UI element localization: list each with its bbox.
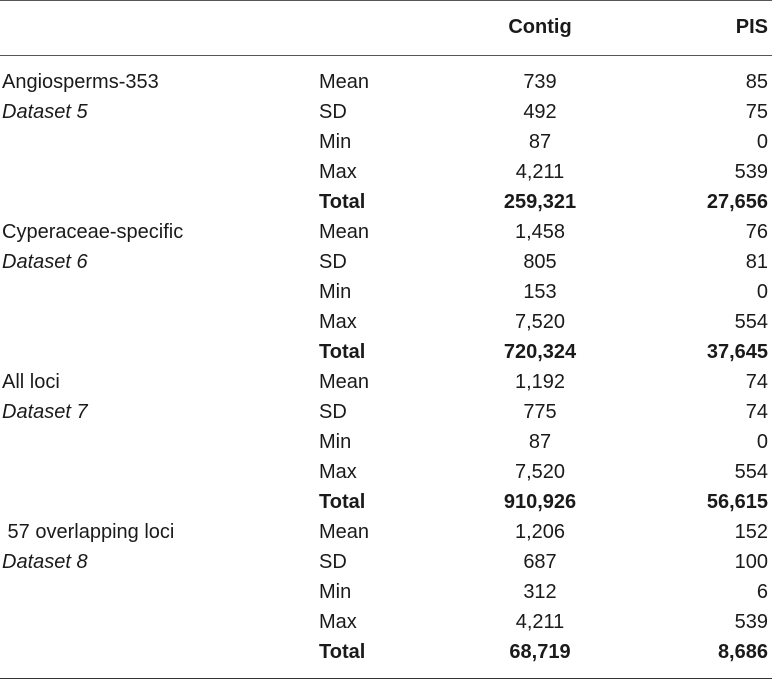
table-row-total [0,487,772,517]
stat-label: Total [319,491,366,513]
table-row [0,607,772,637]
dataset-label: Dataset 6 [2,251,88,273]
pis-value: 554 [734,311,768,333]
contig-value: 153 [523,281,557,303]
table-row [0,217,772,247]
contig-value: 312 [523,581,557,603]
dataset-label: Dataset 8 [2,551,88,573]
dataset-label: Dataset 7 [2,401,88,423]
table-row [0,97,772,127]
contig-value: 7,520 [514,311,566,333]
stat-label: Total [319,191,366,213]
header-pis: PIS [735,16,768,38]
stat-label: Min [319,431,352,453]
pis-value: 6 [756,581,768,603]
pis-value: 74 [745,401,768,423]
pis-value: 56,615 [706,491,768,513]
table-row [0,157,772,187]
stat-label: SD [319,101,347,123]
dataset-label: Dataset 5 [2,101,88,123]
pis-value: 37,645 [706,341,768,363]
contig-value: 87 [528,431,552,453]
table-row-total [0,187,772,217]
pis-value: 100 [734,551,768,573]
contig-value: 805 [523,251,557,273]
contig-value: 739 [523,71,557,93]
stat-label: Max [319,461,357,483]
pis-value: 81 [745,251,768,273]
table-row [0,457,772,487]
group-name: All loci [2,371,60,393]
stat-label: Mean [319,221,370,243]
contig-value: 259,321 [503,191,577,213]
table-bottom-rule [0,678,772,679]
stat-label: Max [319,311,357,333]
contig-value: 687 [523,551,557,573]
contig-value: 68,719 [509,641,571,663]
pis-value: 74 [745,371,768,393]
contig-value: 1,206 [514,521,566,543]
group-name: Angiosperms-353 [2,71,159,93]
stat-label: Mean [319,371,370,393]
stat-label: Total [319,641,366,663]
stat-label: Max [319,161,357,183]
table-header [0,0,772,55]
table-row [0,517,772,547]
contig-value: 1,458 [514,221,566,243]
table-row [0,307,772,337]
table-row [0,577,772,607]
pis-value: 0 [756,281,768,303]
pis-value: 8,686 [717,641,768,663]
stat-label: Mean [319,71,370,93]
stat-label: Min [319,581,352,603]
table-row [0,367,772,397]
group-name: 57 overlapping loci [2,521,175,543]
contig-value: 87 [528,131,552,153]
stat-label: Min [319,281,352,303]
stat-label: SD [319,401,347,423]
table-row-total [0,637,772,667]
table-row-total [0,337,772,367]
contig-value: 4,211 [515,611,565,633]
contig-value: 1,192 [514,371,566,393]
contig-value: 775 [523,401,557,423]
contig-value: 7,520 [514,461,566,483]
table-row [0,127,772,157]
pis-value: 0 [756,431,768,453]
header-rule [0,55,772,56]
stat-label: Max [319,611,357,633]
pis-value: 539 [734,611,768,633]
table-row [0,67,772,97]
table-row [0,247,772,277]
contig-value: 910,926 [503,491,577,513]
group-name: Cyperaceae-specific [2,221,184,243]
stat-label: Mean [319,521,370,543]
table-row [0,277,772,307]
pis-value: 76 [745,221,768,243]
table-row [0,547,772,577]
table-body [0,67,772,667]
contig-value: 720,324 [503,341,577,363]
pis-value: 152 [734,521,768,543]
stat-label: SD [319,251,347,273]
header-contig: Contig [508,16,572,38]
pis-value: 75 [745,101,768,123]
stat-label: Total [319,341,366,363]
pis-value: 27,656 [706,191,768,213]
stat-label: Min [319,131,352,153]
contig-value: 4,211 [515,161,565,183]
pis-value: 85 [745,71,768,93]
contig-value: 492 [523,101,557,123]
pis-value: 0 [756,131,768,153]
stat-label: SD [319,551,347,573]
pis-value: 554 [734,461,768,483]
table-row [0,427,772,457]
table-row [0,397,772,427]
pis-value: 539 [734,161,768,183]
